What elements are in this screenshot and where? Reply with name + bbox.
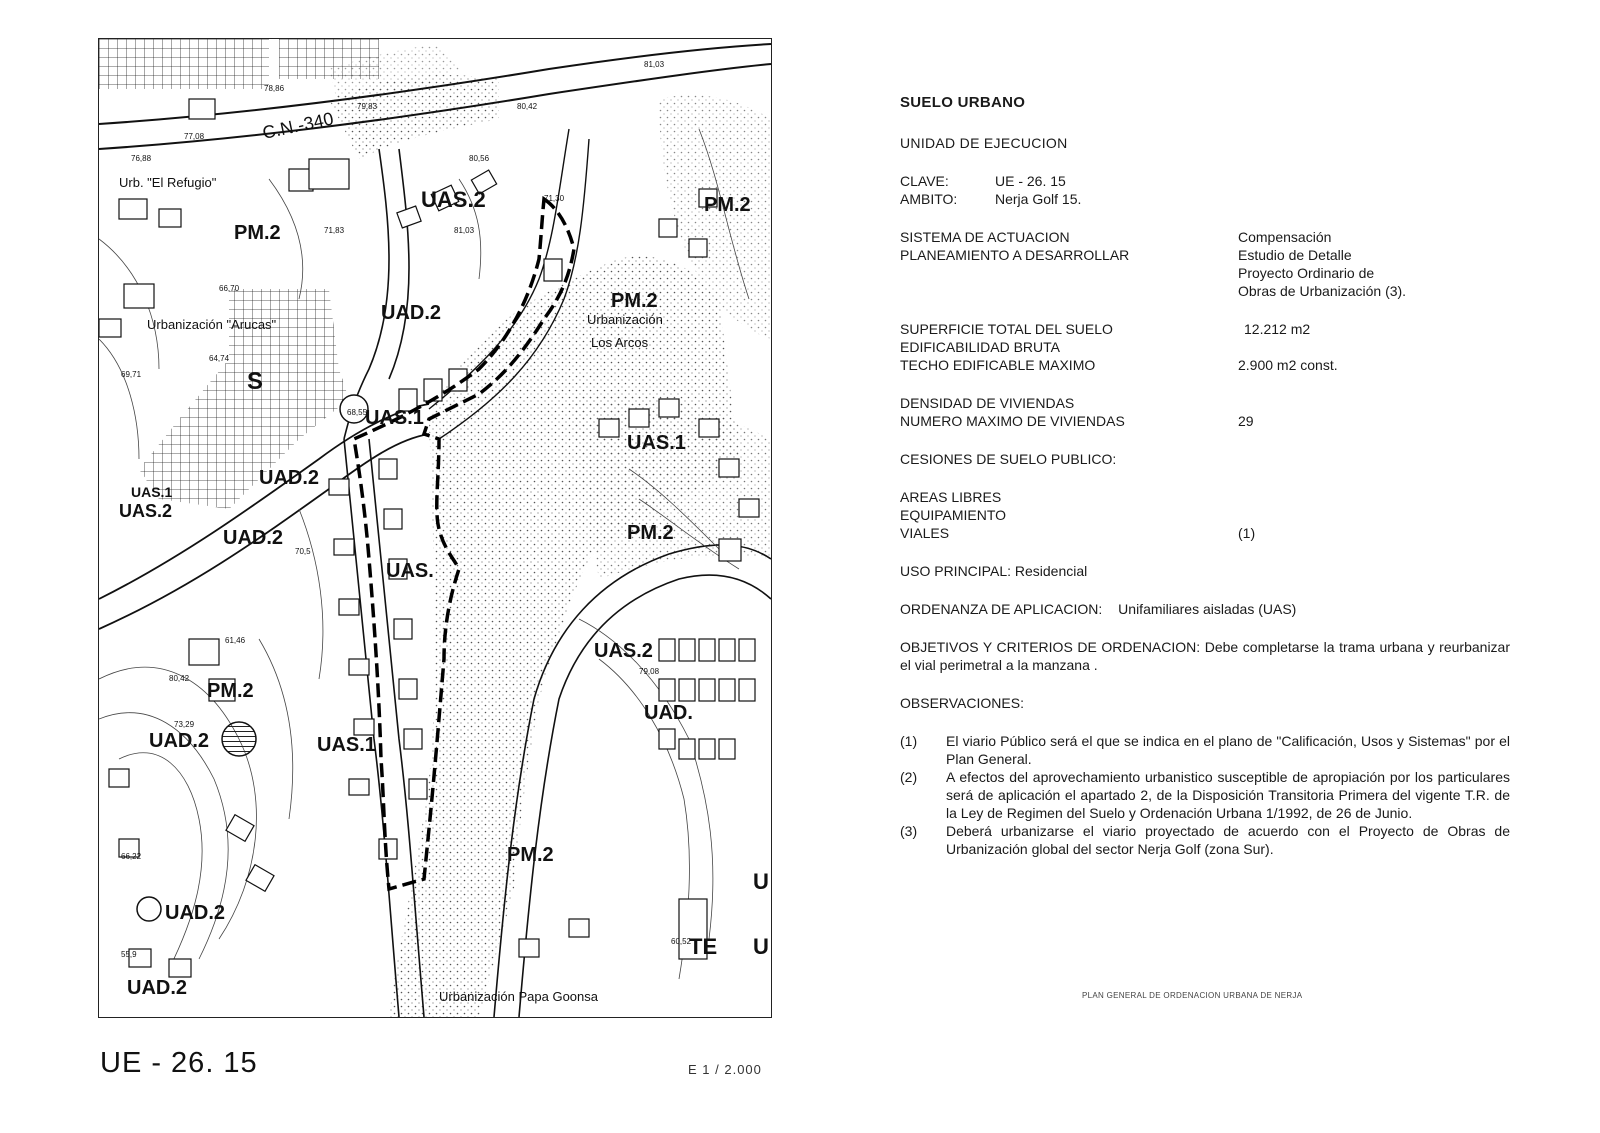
- spot-height: 70,5: [295, 547, 311, 556]
- cesiones-label: CESIONES DE SUELO PUBLICO:: [900, 451, 1117, 467]
- zone-label: U: [753, 869, 769, 894]
- superficie-label: SUPERFICIE TOTAL DEL SUELO: [900, 321, 1113, 337]
- uso-value: Residencial: [1014, 563, 1088, 579]
- zone-label: UAS.: [386, 560, 434, 582]
- spot-height: 64,74: [209, 354, 230, 363]
- observation-text: El viario Público será el que se indica en el plano de "Calificación, Usos y Sistemas" por el Plan General.: [946, 733, 1510, 767]
- zone-label: UAD.2: [165, 902, 226, 924]
- observation-number: (1): [900, 733, 918, 749]
- clave-label: CLAVE:: [900, 173, 949, 189]
- road: [389, 149, 409, 379]
- observaciones-list: [900, 732, 1510, 858]
- road-label: C.N.-340: [260, 108, 336, 143]
- observation-text: Deberá urbanizarse el viario proyectado de acuerdo con el Proyecto de Obras de Urbanización global del sector Nerja Golf (zona Sur).: [946, 823, 1510, 857]
- spot-height: 80,42: [169, 674, 190, 683]
- spot-height: 77,08: [184, 132, 205, 141]
- spot-height: 69,71: [121, 370, 142, 379]
- spot-height: 79,08: [639, 667, 660, 676]
- clave-block: [900, 172, 1510, 208]
- observation-number: (3): [900, 823, 918, 839]
- place-name: Urb. "El Refugio": [119, 175, 217, 190]
- spot-height: 68,55: [347, 408, 368, 417]
- zone-label: PM.2: [704, 194, 751, 216]
- spot-height: 76,88: [131, 154, 152, 163]
- techo-label: TECHO EDIFICABLE MAXIMO: [900, 357, 1096, 373]
- ordenanza-block: [900, 600, 1510, 618]
- roundabout: [137, 897, 161, 921]
- zone-label: UAS.1: [627, 432, 686, 454]
- spot-height: 71,30: [544, 194, 565, 203]
- unit-code: UE - 26. 15: [100, 1047, 258, 1079]
- spot-height: 78,86: [264, 84, 285, 93]
- zone-label: PM.2: [611, 290, 658, 312]
- densidad-block: [900, 394, 1510, 430]
- zone-label: UAS.1: [131, 484, 173, 500]
- spot-height: 81,03: [454, 226, 475, 235]
- observation-item: [900, 768, 1510, 822]
- observation-item: [900, 822, 1510, 858]
- zone-label: UAS.1: [317, 734, 376, 756]
- clave-value: UE - 26. 15: [995, 173, 1066, 189]
- objetivos-value: Debe completarse la trama urbana y reurbanizar el vial perimetral a la manzana .: [900, 639, 1510, 673]
- viales-value: (1): [1238, 525, 1256, 541]
- edificabilidad-label: EDIFICABILIDAD BRUTA: [900, 339, 1060, 355]
- ordenanza-value: Unifamiliares aisladas (UAS): [1118, 601, 1297, 617]
- objetivos-label: OBJETIVOS Y CRITERIOS DE ORDENACION:: [900, 639, 1201, 655]
- info-sheet: [900, 94, 1510, 858]
- zone-label: S: [247, 368, 264, 395]
- uso-block: [900, 562, 1510, 580]
- map-scale: E 1 / 2.000: [688, 1062, 762, 1077]
- spot-height: 73,29: [174, 720, 195, 729]
- planeamiento-value: Obras de Urbanización (3).: [1238, 283, 1407, 299]
- sheet-subtitle: UNIDAD DE EJECUCION: [900, 135, 1068, 151]
- spot-height: 66,22: [121, 852, 142, 861]
- ordenanza-label: ORDENANZA DE APLICACION:: [900, 601, 1103, 617]
- sheet-title: SUELO URBANO: [900, 94, 1026, 111]
- spot-height: 60,52: [671, 937, 692, 946]
- planning-map: [98, 38, 772, 1018]
- place-name: Urbanización Papa Goonsa: [439, 989, 598, 1004]
- cesiones-block: [900, 488, 1510, 542]
- zone-label: UAS.2: [421, 187, 486, 212]
- spot-height: 80,56: [469, 154, 490, 163]
- plan-footer: PLAN GENERAL DE ORDENACION URBANA DE NERJA: [1082, 991, 1303, 1000]
- place-name: Urbanización: [587, 312, 663, 327]
- superficie-value: 12.212 m2: [1244, 321, 1311, 337]
- densidad-label: DENSIDAD DE VIVIENDAS: [900, 395, 1075, 411]
- urban-grid-block: [99, 39, 269, 89]
- ambito-label: AMBITO:: [900, 191, 958, 207]
- spot-height: 66,70: [219, 284, 240, 293]
- planeamiento-value: Estudio de Detalle: [1238, 247, 1352, 263]
- observation-item: [900, 732, 1510, 768]
- zone-label: PM.2: [207, 680, 254, 702]
- place-name: Los Arcos: [591, 335, 649, 350]
- zone-label: PM.2: [234, 222, 281, 244]
- uso-label: USO PRINCIPAL:: [900, 563, 1011, 579]
- spot-height: 80,42: [517, 102, 538, 111]
- zone-label: U: [753, 934, 769, 959]
- numero-label: NUMERO MAXIMO DE VIVIENDAS: [900, 413, 1125, 429]
- zone-label: UAD.: [644, 702, 693, 724]
- observation-text: A efectos del aprovechamiento urbanistico susceptible de apropiación por los particulares será de aplicación el apartado 2, de la Disposición Transitoria Primera del vigente T.R. de la Ley de Regimen del Suelo y Ordenación Urbana 1/1992, de 26 de Junio.: [946, 769, 1510, 821]
- zone-label: TE: [689, 934, 718, 959]
- zone-label: PM.2: [627, 522, 674, 544]
- zone-label: UAS.1: [365, 407, 424, 429]
- spot-height: 55,9: [121, 950, 137, 959]
- observation-number: (2): [900, 769, 918, 785]
- spot-height: 71,83: [324, 226, 345, 235]
- zone-label: UAD.2: [149, 730, 210, 752]
- water-tank: [222, 722, 256, 756]
- sistema-value: Compensación: [1238, 229, 1332, 245]
- spot-height: 81,03: [644, 60, 665, 69]
- viales-label: VIALES: [900, 525, 950, 541]
- zone-label: UAS.2: [119, 501, 173, 521]
- zone-label: PM.2: [507, 844, 554, 866]
- ambito-value: Nerja Golf 15.: [995, 191, 1082, 207]
- planeamiento-label: PLANEAMIENTO A DESARROLLAR: [900, 247, 1130, 263]
- sistema-block: [900, 228, 1510, 300]
- zone-label: UAD.2: [381, 302, 442, 324]
- place-name: Urbanización "Arucas": [147, 317, 277, 332]
- numero-value: 29: [1238, 413, 1254, 429]
- areas-label: AREAS LIBRES: [900, 489, 1002, 505]
- equipamiento-label: EQUIPAMIENTO: [900, 507, 1007, 523]
- objetivos-block: [900, 638, 1510, 674]
- superficie-block: [900, 320, 1510, 374]
- zone-label: UAD.2: [259, 467, 320, 489]
- zone-label: UAD.2: [223, 527, 284, 549]
- zone-label: UAD.2: [127, 977, 188, 999]
- observaciones-label: OBSERVACIONES:: [900, 695, 1024, 711]
- spot-height: 61,46: [225, 636, 246, 645]
- techo-value: 2.900 m2 const.: [1238, 357, 1338, 373]
- zone-label: UAS.2: [594, 640, 653, 662]
- planeamiento-value: Proyecto Ordinario de: [1238, 265, 1375, 281]
- spot-height: 79,83: [357, 102, 378, 111]
- sistema-label: SISTEMA DE ACTUACION: [900, 229, 1070, 245]
